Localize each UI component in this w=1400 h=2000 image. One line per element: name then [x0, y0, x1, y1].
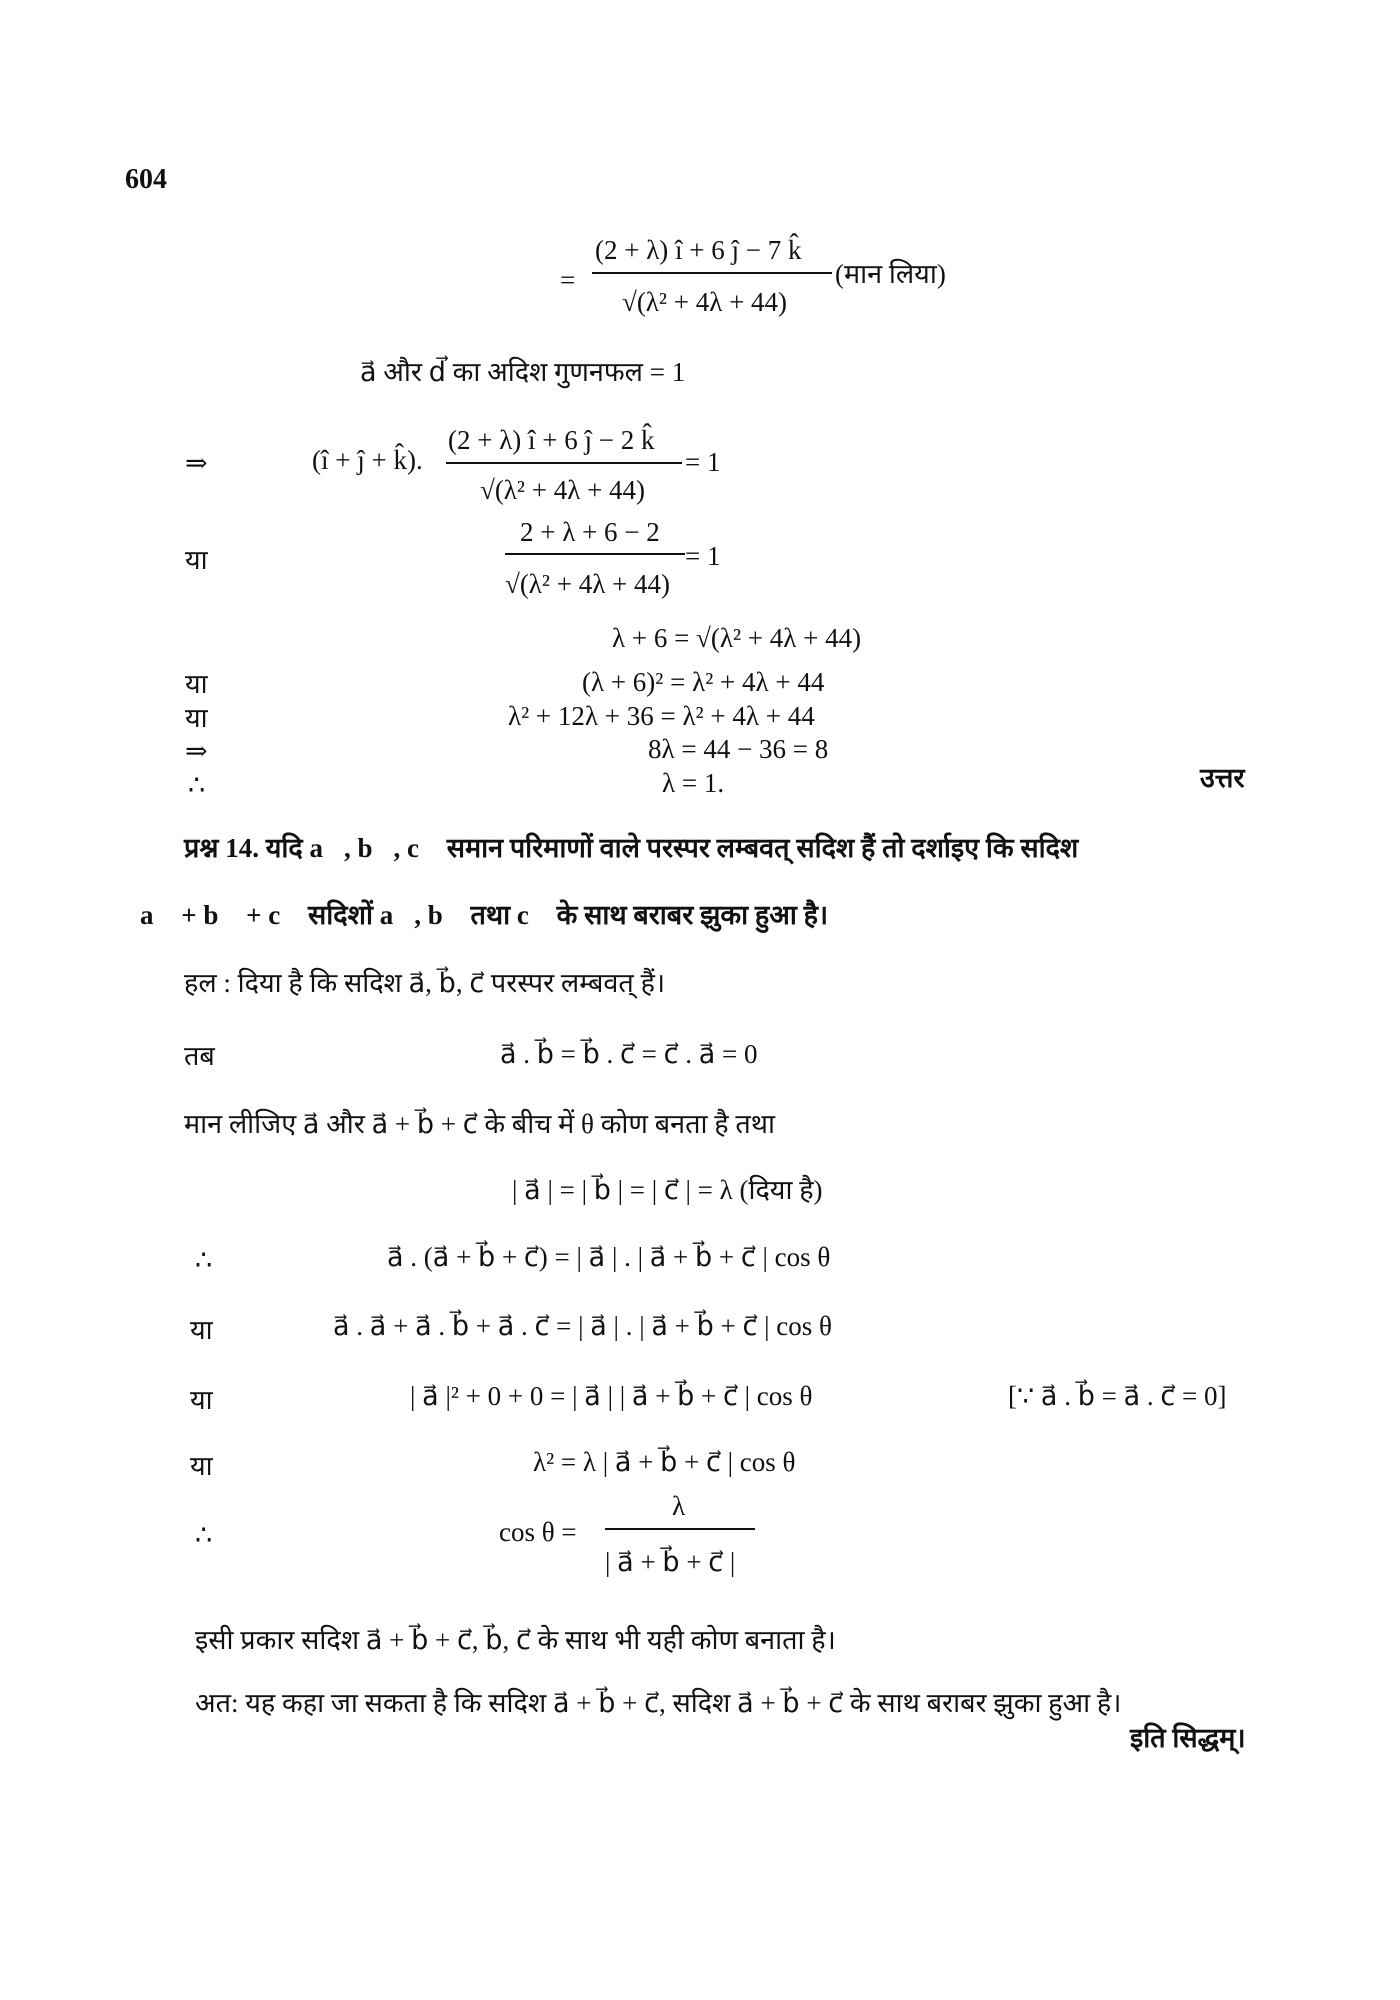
similarly-line: इसी प्रकार सदिश a⃗ + b⃗ + c⃗, b⃗, c⃗ के साथ भी यही कोण बनाता है।	[195, 1625, 836, 1655]
question-line-1: प्रश्न 14. यदि a⃗, b⃗, c⃗ समान परिमाणों वाले परस्पर लम्बवत् सदिश हैं तो दर्शाइए कि सदिश	[184, 833, 1079, 863]
row2-denominator: √(λ² + 4λ + 44)	[480, 475, 646, 505]
therefore-symbol: ∴	[195, 1520, 213, 1550]
or-label: या	[190, 1451, 213, 1481]
therefore-symbol: ∴	[188, 770, 206, 800]
fraction-bar	[505, 553, 685, 555]
step-5-denominator: | a⃗ + b⃗ + c⃗ |	[605, 1547, 736, 1577]
or-label: या	[185, 545, 208, 575]
or-label: या	[185, 669, 208, 699]
eq1-numerator: (2 + λ) î + 6 ĵ − 7 k̂	[595, 235, 802, 265]
therefore-symbol: ∴	[195, 1245, 213, 1275]
row2-right: = 1	[685, 447, 721, 477]
row7: 8λ = 44 − 36 = 8	[648, 734, 829, 764]
step-5-numerator: λ	[672, 1491, 686, 1521]
question-line-2: a⃗ + b⃗ + c⃗ सदिशों a⃗, b⃗ तथा c⃗ के साथ बराबर झुका हुआ है।	[140, 900, 829, 930]
step-2: a⃗ . a⃗ + a⃗ . b⃗ + a⃗ . c⃗ = | a⃗ | . | a⃗ + b⃗ + c⃗ | cos θ	[333, 1311, 832, 1341]
implies-symbol: ⇒	[185, 448, 208, 478]
then-label: तब	[184, 1041, 215, 1071]
row5: (λ + 6)² = λ² + 4λ + 44	[582, 667, 825, 697]
eq1-note: (मान लिया)	[835, 259, 946, 289]
implies-symbol: ⇒	[185, 736, 208, 766]
row3-denominator: √(λ² + 4λ + 44)	[505, 569, 671, 599]
row3-numerator: 2 + λ + 6 − 2	[520, 517, 660, 547]
answer-label: उत्तर	[1200, 763, 1245, 793]
row2-left: (î + ĵ + k̂).	[312, 445, 423, 475]
step-1: a⃗ . (a⃗ + b⃗ + c⃗) = | a⃗ | . | a⃗ + b⃗ + c⃗ | cos θ	[387, 1242, 831, 1272]
row8: λ = 1.	[662, 768, 725, 798]
fraction-bar	[605, 1528, 755, 1530]
row6: λ² + 12λ + 36 = λ² + 4λ + 44	[508, 701, 815, 731]
conclusion-line: अत: यह कहा जा सकता है कि सदिश a⃗ + b⃗ + c⃗, सदिश a⃗ + b⃗ + c⃗ के साथ बराबर झुका हुआ है।	[195, 1688, 1122, 1718]
step-3-reason: [∵ a⃗ . b⃗ = a⃗ . c⃗ = 0]	[1008, 1381, 1227, 1411]
fraction-bar	[592, 272, 832, 274]
solution-intro: हल : दिया है कि सदिश a⃗, b⃗, c⃗ परस्पर लम्बवत् हैं।	[184, 968, 666, 998]
then-equation: a⃗ . b⃗ = b⃗ . c⃗ = c⃗ . a⃗ = 0	[500, 1039, 758, 1069]
page-number: 604	[125, 164, 167, 195]
row3-right: = 1	[685, 541, 721, 571]
step-4: λ² = λ | a⃗ + b⃗ + c⃗ | cos θ	[533, 1447, 796, 1477]
row2-numerator: (2 + λ) î + 6 ĵ − 2 k̂	[448, 425, 655, 455]
magnitudes-line: | a⃗ | = | b⃗ | = | c⃗ | = λ (दिया है)	[512, 1175, 823, 1205]
fraction-bar	[446, 462, 682, 464]
step-5-left: cos θ =	[499, 1517, 577, 1547]
equals-sign: =	[560, 265, 576, 295]
step-3: | a⃗ |² + 0 + 0 = | a⃗ | | a⃗ + b⃗ + c⃗ | cos θ	[410, 1381, 813, 1411]
scalar-product-line: a⃗ और d⃗ का अदिश गुणनफल = 1	[360, 357, 686, 387]
eq1-denominator: √(λ² + 4λ + 44)	[622, 287, 788, 317]
row4: λ + 6 = √(λ² + 4λ + 44)	[612, 623, 862, 653]
or-label: या	[185, 703, 208, 733]
assume-line: मान लीजिए a⃗ और a⃗ + b⃗ + c⃗ के बीच में θ कोण बनता है तथा	[184, 1109, 775, 1139]
or-label: या	[190, 1385, 213, 1415]
or-label: या	[190, 1315, 213, 1345]
qed-label: इति सिद्धम्।	[1130, 1723, 1246, 1753]
